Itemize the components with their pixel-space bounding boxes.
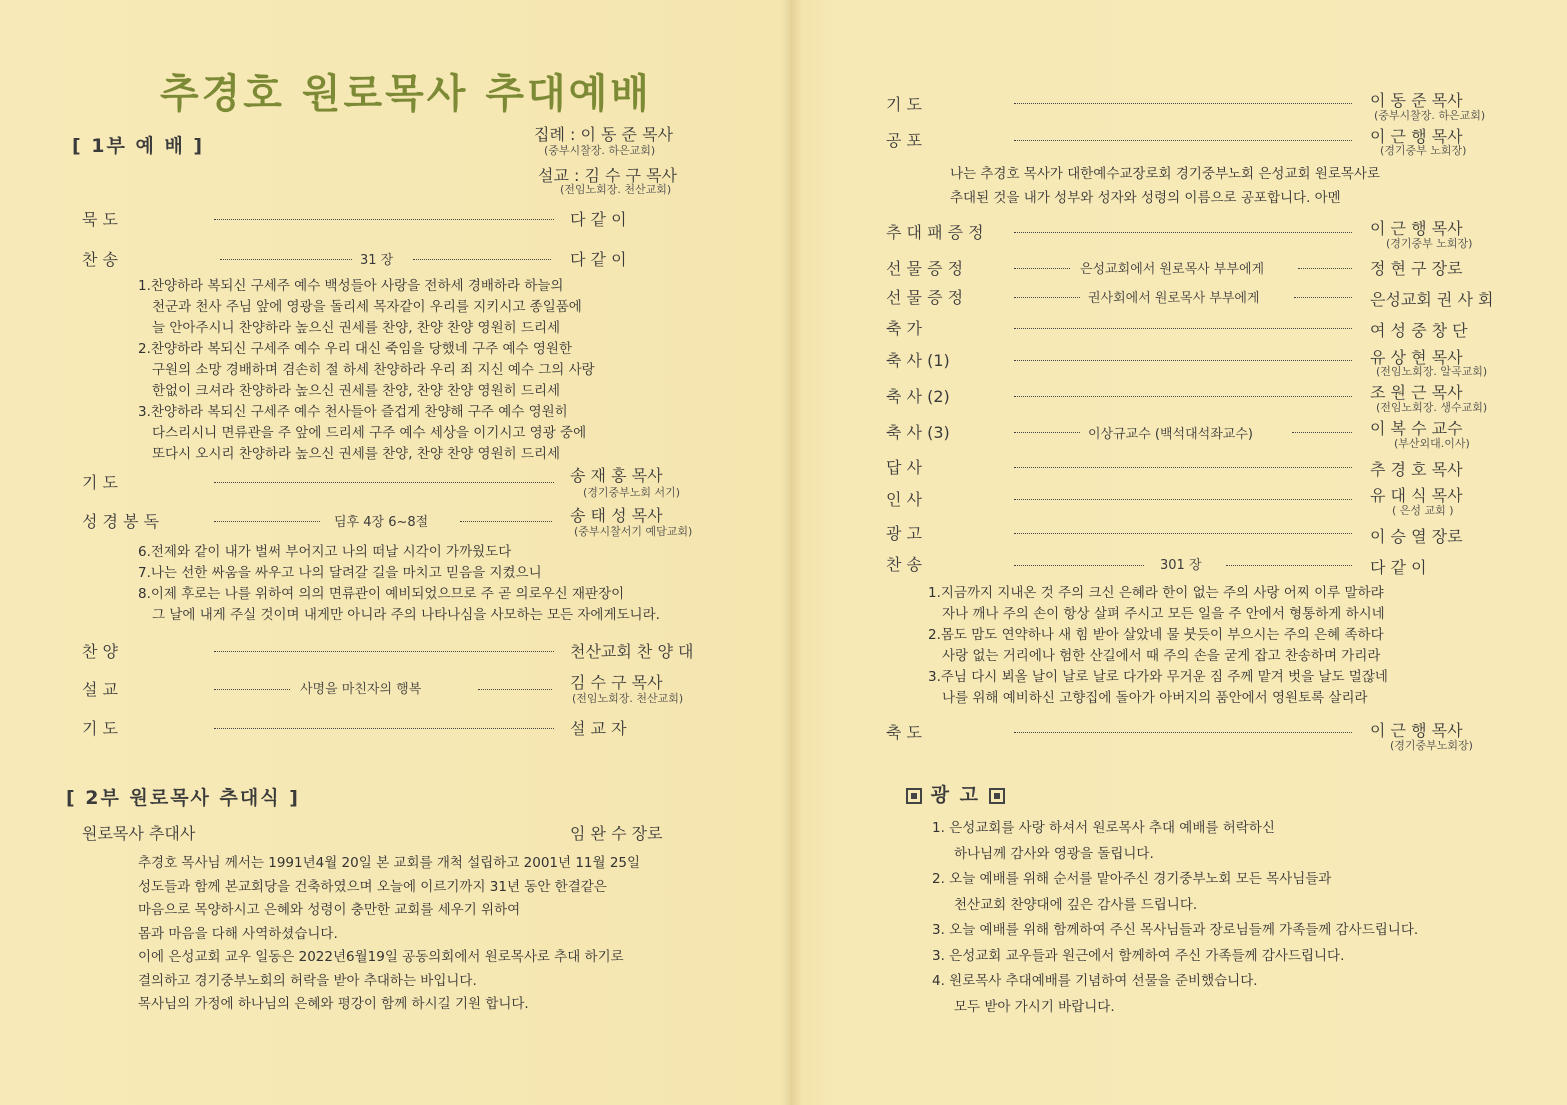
order-leader: 이 복 수 교수 <box>1370 419 1463 438</box>
order-leader: 이 근 행 목사 <box>1370 127 1463 146</box>
dotted-leader <box>1014 533 1352 534</box>
order-label: 축 사 (1) <box>886 351 950 370</box>
dotted-leader <box>1292 432 1352 433</box>
order-leader: 이 근 행 목사 <box>1370 721 1463 740</box>
hymn-text: 1.찬양하라 복되신 구세주 예수 백성들아 사랑을 전하세 경배하라 하늘의 천군과 천사 주님 앞에 영광을 돌리세 목자같이 우리를 지키시고 종일품에 늘 안아주시니 찬양하라 높으신 권세를 찬양, 찬양 찬양 영원히 드리세 2.찬양하라 복되신 구세주 예수 우리 대신 죽임을 당했네 구주 예수 영원한 구원의 소망 경배하며 겸손히 절 하세 찬양하라 우리 죄 지신 예수 그의 사랑 한없이 크셔라 찬양하라 높으신 권세를 찬양, 찬양 찬양 영원히 드리세 3.찬양하라 복되신 구세주 예수 천사들아 즐겁게 찬양해 구주 예수 영원히 다스리시니 면류관을 주 앞에 드리세 구주 예수 세상을 이기시고 영광 중에 또다시 오시리 찬양하라 높으신 권세를 찬양, 찬양 찬양 영원히 드리세 <box>138 278 595 462</box>
order-leader: 은성교회 권 사 회 <box>1370 290 1494 309</box>
dotted-leader <box>1014 232 1352 233</box>
order-leader: 여 성 중 창 단 <box>1370 321 1468 340</box>
dotted-leader <box>1014 297 1080 298</box>
proclamation-text: 나는 추경호 목사가 대한예수교장로회 경기중부노회 은성교회 원로목사로 추대된 것을 내가 성부와 성자와 성령의 이름으로 공포합니다. 아멘 <box>950 166 1381 206</box>
order-leader: 추 경 호 목사 <box>1370 460 1463 479</box>
dotted-leader <box>214 482 554 483</box>
order-note: (경기중부 노회장) <box>1386 237 1473 250</box>
dotted-leader <box>413 259 551 260</box>
order-label: 찬 송 <box>886 555 922 574</box>
order-leader: 송 태 성 목사 <box>570 506 663 525</box>
order-note: (전임노회장. 생수교회) <box>1376 401 1488 414</box>
scripture-ref: 딤후 4장 6~8절 <box>334 515 429 530</box>
order-leader: 이 근 행 목사 <box>1370 219 1463 238</box>
sermon-by-label: 설교 : 김 수 구 목사 <box>538 166 678 185</box>
dotted-leader <box>1014 103 1352 104</box>
dotted-leader <box>220 259 352 260</box>
dotted-leader <box>214 728 554 729</box>
order-note: (중부시찰서기 예담교회) <box>574 525 693 538</box>
order-label: 기 도 <box>82 473 118 492</box>
order-label: 선 물 증 정 <box>886 259 964 278</box>
dotted-leader <box>478 689 552 690</box>
page-fold <box>780 0 802 1105</box>
order-leader: 천산교회 찬 양 대 <box>570 642 694 661</box>
order-leader: 다 같 이 <box>570 210 627 229</box>
order-note: (경기중부노회장) <box>1390 739 1473 752</box>
dotted-leader <box>460 521 552 522</box>
sermon-by-note: (전임노회장. 천산교회) <box>560 183 672 196</box>
hymn-text: 1.지금까지 지내온 것 주의 크신 은혜라 한이 없는 주의 사랑 어찌 이루 말하랴 자나 깨나 주의 손이 항상 살펴 주시고 모든 일을 주 안에서 형통하게 하시네 2.몸도 맘도 연약하나 새 힘 받아 살았네 물 붓듯이 부으시는 주의 은혜 족하다 사랑 없는 거리에나 험한 산길에서 때 주의 손을 굳게 잡고 찬송하며 가리라 3.주님 다시 뵈올 날이 날로 날로 다가와 무거운 짐 주께 맡겨 벗을 날도 멀잖네 나를 위해 예비하신 고향집에 돌아가 아버지의 품안에서 영원토록 살리라 <box>928 585 1388 706</box>
speaker-detail: 이상규교수 (백석대석좌교수) <box>1088 427 1253 442</box>
part2-heading: [ 2부 원로목사 추대식 ] <box>66 787 300 809</box>
order-label: 기 도 <box>82 719 118 738</box>
order-label: 축 가 <box>886 319 922 338</box>
dotted-leader <box>1014 432 1080 433</box>
gift-detail: 은성교회에서 원로목사 부부에게 <box>1080 262 1265 277</box>
dotted-leader <box>1298 268 1352 269</box>
dotted-leader <box>214 521 320 522</box>
order-leader: 정 현 구 장로 <box>1370 259 1463 278</box>
order-leader: 유 대 식 목사 <box>1370 486 1463 505</box>
order-note: ( 은성 교회 ) <box>1392 504 1454 517</box>
right-page <box>790 0 1567 1105</box>
dotted-leader <box>1014 360 1352 361</box>
square-bullet-icon <box>906 788 922 804</box>
dotted-leader <box>214 651 554 652</box>
dotted-leader <box>214 689 290 690</box>
sermon-title: 사명을 마친자의 행복 <box>300 682 422 697</box>
address-label: 원로목사 추대사 <box>82 824 196 843</box>
page-title: 추경호 원로목사 추대예배 <box>160 71 652 117</box>
address-text: 추경호 목사님 께서는 1991년4월 20일 본 교회를 개척 설립하고 2001년 11월 25일 성도들과 함께 본교회당을 건축하였으며 오늘에 이르기까지 31년 동안 한결같은 마음으로 목양하시고 은혜와 성령이 충만한 교회를 세우기 위하여 몸과 마음을 다해 사역하셨습니다. 이에 은성교회 교우 일동은 2022년6월19일 공동의회에서 원로목사로 추대 하기로 결의하고 경기중부노회의 허락을 받아 추대하는 바입니다. 목사님의 가정에 하나님의 은혜와 평강이 함께 하시길 기원 합니다. <box>138 855 641 1012</box>
order-note: (전임노회장. 알곡교회) <box>1376 365 1488 378</box>
square-bullet-icon <box>989 788 1005 804</box>
order-label: 축 사 (3) <box>886 423 950 442</box>
order-leader: 설 교 자 <box>570 719 627 738</box>
dotted-leader <box>1014 140 1352 141</box>
dotted-leader <box>1226 565 1352 566</box>
part1-heading: [ 1부 예 배 ] <box>72 135 205 157</box>
order-label: 선 물 증 정 <box>886 288 964 307</box>
dotted-leader <box>1014 328 1352 329</box>
order-leader: 다 같 이 <box>1370 558 1427 577</box>
order-note: (경기중부 노회장) <box>1380 144 1467 157</box>
dotted-leader <box>1014 268 1070 269</box>
order-label: 답 사 <box>886 458 922 477</box>
dotted-leader <box>1294 297 1352 298</box>
order-label: 찬 송 <box>82 250 118 269</box>
order-note: (전임노회장. 천산교회) <box>572 692 684 705</box>
notice-heading: 광 고 <box>906 780 1005 807</box>
hymn-number: 31 장 <box>360 253 394 268</box>
order-note: (경기중부노회 서기) <box>583 486 681 499</box>
order-label: 축 사 (2) <box>886 387 950 406</box>
order-label: 기 도 <box>886 95 922 114</box>
order-label: 추 대 패 증 정 <box>886 223 984 242</box>
order-label: 공 포 <box>886 131 922 150</box>
order-leader: 유 상 현 목사 <box>1370 348 1463 367</box>
order-label: 축 도 <box>886 723 922 742</box>
dotted-leader <box>1014 396 1352 397</box>
order-leader: 이 승 열 장로 <box>1370 527 1463 546</box>
dotted-leader <box>214 219 554 220</box>
order-leader: 다 같 이 <box>570 250 627 269</box>
order-label: 광 고 <box>886 524 922 543</box>
order-label: 찬 양 <box>82 642 118 661</box>
order-label: 성 경 봉 독 <box>82 512 160 531</box>
hymn-number: 301 장 <box>1160 558 1202 573</box>
dotted-leader <box>1014 565 1144 566</box>
order-note: (중부시찰장. 하은교회) <box>1374 109 1486 122</box>
gift-detail: 권사회에서 원로목사 부부에게 <box>1088 291 1260 306</box>
dotted-leader <box>1014 499 1352 500</box>
dotted-leader <box>1014 467 1352 468</box>
scripture-text: 6.전제와 같이 내가 벌써 부어지고 나의 떠날 시각이 가까웠도다 7.나는 선한 싸움을 싸우고 나의 달려갈 길을 마치고 믿음을 지켰으니 8.이제 후로는 나를 위하여 의의 면류관이 예비되었으므로 주 곧 의로우신 재판장이 그 날에 내게 주실 것이며 내게만 아니라 주의 나타나심을 사모하는 모든 자에게도니라. <box>138 544 660 623</box>
order-leader: 김 수 구 목사 <box>570 673 663 692</box>
order-label: 설 교 <box>82 680 118 699</box>
dotted-leader <box>1014 732 1352 733</box>
order-leader: 이 동 준 목사 <box>1370 91 1463 110</box>
address-speaker: 임 완 수 장로 <box>570 824 663 843</box>
notice-text: 1. 은성교회를 사랑 하셔서 원로목사 추대 예배를 허락하신 하나님께 감사와 영광을 돌립니다. 2. 오늘 예배를 위해 순서를 맡아주신 경기중부노회 모든 목사님들과 천산교회 찬양대에 깊은 감사를 드립니다. 3. 오늘 예배를 위해 함께하여 주신 목사님들과 장로님들께 가족들께 감사드립니다. 3. 은성교회 교우들과 원근에서 함께하여 주신 가족들께 감사드립니다. 4. 원로목사 추대예배를 기념하여 선물을 준비했습니다. 모두 받아 가시기 바랍니다. <box>932 820 1419 1015</box>
order-leader: 송 재 홍 목사 <box>570 466 663 485</box>
order-label: 묵 도 <box>82 210 118 229</box>
order-label: 인 사 <box>886 490 922 509</box>
order-note: (부산외대.이사) <box>1394 437 1470 450</box>
order-leader: 조 원 근 목사 <box>1370 383 1463 402</box>
presider-note: (중부시찰장. 하은교회) <box>544 144 656 157</box>
presider-label: 집례 : 이 동 준 목사 <box>534 125 674 144</box>
